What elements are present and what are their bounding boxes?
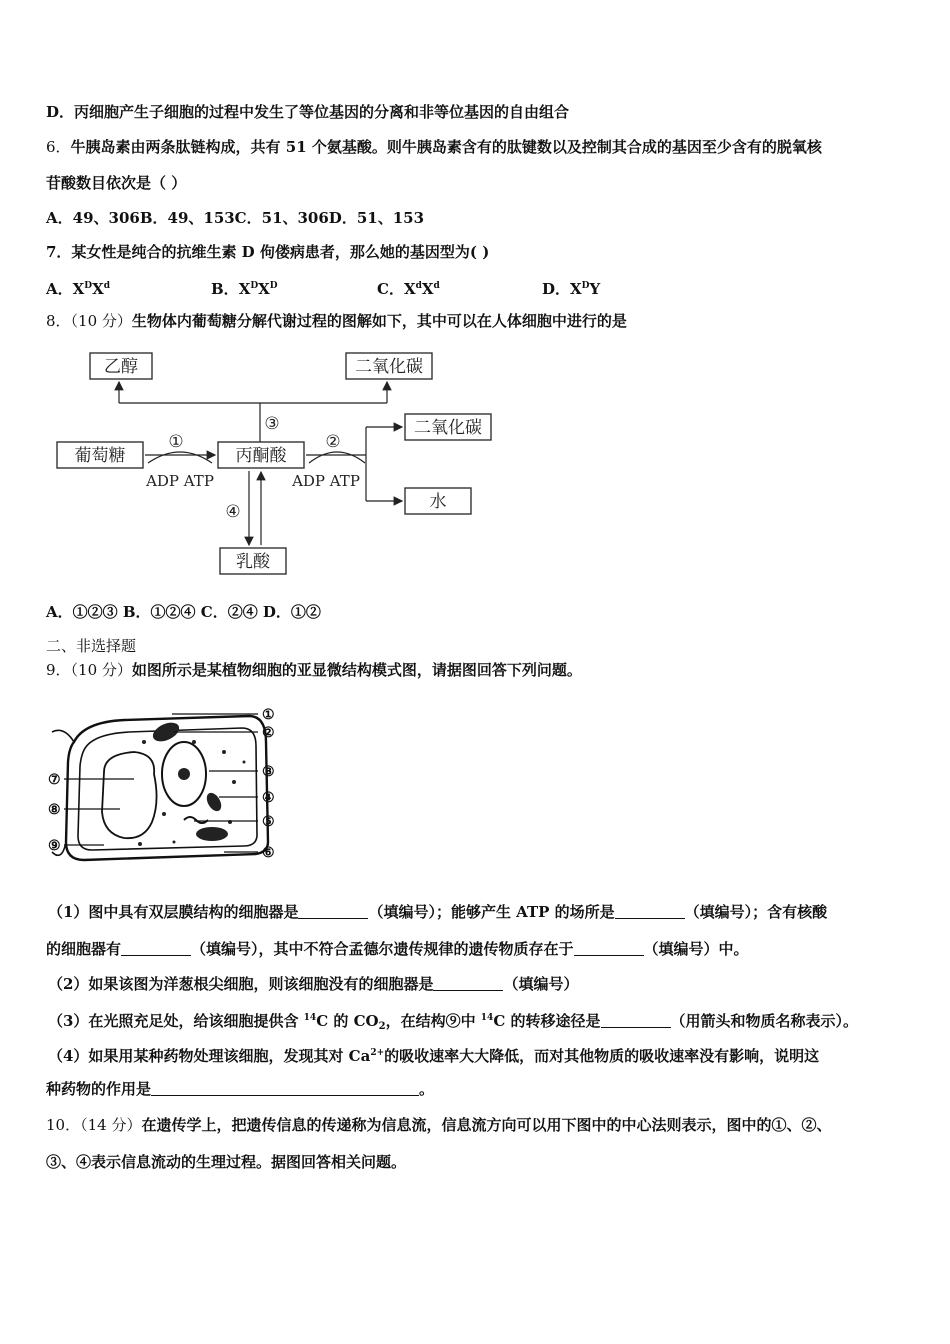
cell-label-1: ① <box>262 707 275 723</box>
pyruvate-label: 丙酮酸 <box>235 446 287 466</box>
water-label: 水 <box>429 492 447 512</box>
adp-atp-label-1: ADP ATP <box>146 472 214 490</box>
q9-part4-line2 <box>46 1079 434 1099</box>
q7-option-base: X <box>421 280 434 298</box>
answer-blank[interactable] <box>601 1013 671 1028</box>
cell-label-7: ⑦ <box>48 772 61 788</box>
q9-text: （用箭头和物质名称表示）。 <box>670 1012 859 1030</box>
q7-option-sup: D <box>581 281 590 291</box>
q8-number: 8． <box>46 312 71 330</box>
q7-option-letter: C． <box>377 280 404 298</box>
q7-option-base: X <box>403 280 416 298</box>
q9-part2 <box>48 974 578 994</box>
cell-label-3: ③ <box>262 764 275 780</box>
q9-text: （4）如果用某种药物处理该细胞，发现其对 Ca <box>48 1047 371 1065</box>
q7-option-d <box>542 276 600 299</box>
plant-cell-diagram <box>44 702 294 872</box>
mitochondrion-icon <box>204 790 224 813</box>
q10-stem-line2: ③、④表示信息流动的生理过程。据图回答相关问题。 <box>46 1153 407 1171</box>
q9-text: （填编号），其中不符合孟德尔遗传规律的遗传物质存在于 <box>191 940 574 958</box>
curve-step1 <box>148 452 212 463</box>
q8-options: A．①②③ B．①②④ C．②④ D．①② <box>46 603 321 621</box>
q9-number: 9． <box>46 661 71 679</box>
q10-stem-text: 在遗传学上，把遗传信息的传递称为信息流，信息流方向可以用下图中的中心法则表示，图中的①、②、 <box>141 1116 832 1134</box>
step4-label: ④ <box>225 502 241 522</box>
co2-right-label: 二氧化碳 <box>414 418 482 438</box>
q7-option-sup: d <box>103 281 111 291</box>
co2-top-label: 二氧化碳 <box>355 357 423 377</box>
q7-option-sup: d <box>415 281 422 291</box>
q7-stem: 7．某女性是纯合的抗维生素 D 佝偻病患者，那么她的基因型为( ) <box>46 243 490 261</box>
q7-option-base: X <box>238 280 251 298</box>
q6-number: 6． <box>46 138 71 156</box>
q9-sup: 14 <box>480 1013 494 1023</box>
q9-text: 。 <box>419 1080 435 1098</box>
q10-number: 10． <box>46 1116 81 1134</box>
q7-option-c <box>377 276 440 299</box>
q8-score: （10 分） <box>70 312 132 330</box>
answer-blank[interactable] <box>121 941 191 956</box>
q9-stem-line <box>46 660 582 680</box>
golgi-icon <box>184 817 208 823</box>
q9-text: （填编号）；能够产生 ATP 的场所是 <box>368 903 615 921</box>
q6-stem-line2: 苷酸数目依次是（ ） <box>46 174 187 192</box>
answer-blank[interactable] <box>151 1081 419 1096</box>
chloroplast-icon <box>196 827 228 841</box>
q9-text: C 的转移途径是 <box>493 1012 601 1030</box>
answer-blank[interactable] <box>574 941 644 956</box>
lactic-label: 乳酸 <box>236 552 270 572</box>
q10-stem-line1 <box>46 1115 831 1135</box>
q5-option-d: D．丙细胞产生子细胞的过程中发生了等位基因的分离和非等位基因的自由组合 <box>46 103 570 121</box>
q6-stem-text: 牛胰岛素由两条肽链构成，共有 51 个氨基酸。则牛胰岛素含有的肽键数以及控制其合成的基因至少含有的脱氧核 <box>70 138 822 156</box>
cell-membrane-icon <box>78 728 257 850</box>
q9-text: 种药物的作用是 <box>46 1080 152 1098</box>
q8-stem-text: 生物体内葡萄糖分解代谢过程的图解如下，其中可以在人体细胞中进行的是 <box>131 312 627 330</box>
q7-option-sup: D <box>269 281 278 291</box>
cell-label-4: ④ <box>262 790 275 806</box>
q6-options: A．49、306B．49、153C．51、306D．51、153 <box>46 209 425 227</box>
cell-label-8: ⑧ <box>48 802 61 818</box>
cell-label-9: ⑨ <box>48 838 61 854</box>
q9-text: C 的 CO <box>316 1012 379 1030</box>
q7-option-base: X <box>258 280 270 298</box>
q7-option-sup: D <box>84 281 93 291</box>
cell-label-6: ⑥ <box>262 845 275 861</box>
q9-stem-text: 如图所示是某植物细胞的亚显微结构模式图，请据图回答下列问题。 <box>131 661 582 679</box>
step3-label: ③ <box>264 414 280 434</box>
ethanol-label: 乙醇 <box>104 357 138 377</box>
q7-option-base: X <box>72 280 85 298</box>
q9-text: 的细胞器有 <box>46 940 122 958</box>
q9-sub: 2 <box>378 1021 386 1032</box>
answer-blank[interactable] <box>433 976 503 991</box>
q9-text: （填编号）；含有核酸 <box>684 903 828 921</box>
q9-text: （3）在光照充足处，给该细胞提供含 <box>48 1012 304 1030</box>
adjacent-cell-wall-icon <box>52 730 74 742</box>
cell-label-2: ② <box>262 725 275 741</box>
q7-option-letter: D． <box>542 280 571 298</box>
glucose-metabolism-diagram <box>50 345 510 585</box>
q7-option-b <box>211 276 278 299</box>
q9-part3 <box>48 1008 858 1037</box>
glucose-label: 葡萄糖 <box>74 446 126 466</box>
q7-option-sup: d <box>433 281 440 291</box>
q9-text: ，在结构⑨中 <box>385 1012 481 1030</box>
q7-option-base: X <box>570 280 582 298</box>
curve-step2 <box>309 452 365 463</box>
adp-atp-label-2: ADP ATP <box>292 472 360 490</box>
q9-sup: 2+ <box>370 1048 385 1058</box>
step1-label: ① <box>168 432 184 452</box>
cell-label-5: ⑤ <box>262 814 275 830</box>
q9-text: （1）图中具有双层膜结构的细胞器是 <box>48 903 299 921</box>
q7-option-letter: A． <box>46 280 73 298</box>
q9-sup: 14 <box>303 1013 317 1023</box>
q7-option-base: X <box>92 280 104 298</box>
q9-text: （2）如果该图为洋葱根尖细胞，则该细胞没有的细胞器是 <box>48 975 434 993</box>
q9-part1-line2 <box>46 939 749 959</box>
q7-option-a <box>46 276 110 299</box>
step2-label: ② <box>325 432 341 452</box>
q9-text: 的吸收速率大大降低，而对其他物质的吸收速率没有影响，说明这 <box>384 1047 820 1065</box>
section-title: 二、非选择题 <box>46 637 137 655</box>
q6-stem-line1 <box>46 137 822 157</box>
nucleolus-icon <box>178 768 190 780</box>
answer-blank[interactable] <box>298 904 368 919</box>
q10-score: （14 分） <box>80 1116 142 1134</box>
q9-text: （填编号）中。 <box>643 940 749 958</box>
answer-blank[interactable] <box>615 904 685 919</box>
q9-part4-line1 <box>48 1043 819 1066</box>
q7-option-sup: D <box>250 281 259 291</box>
vacuole-icon <box>102 752 157 838</box>
q8-stem-line <box>46 311 627 331</box>
q9-score: （10 分） <box>70 661 132 679</box>
q9-text: （填编号） <box>503 975 579 993</box>
q9-part1-line1 <box>48 902 827 922</box>
q7-option-letter: B． <box>211 280 239 298</box>
q7-option-base: Y <box>589 280 601 298</box>
